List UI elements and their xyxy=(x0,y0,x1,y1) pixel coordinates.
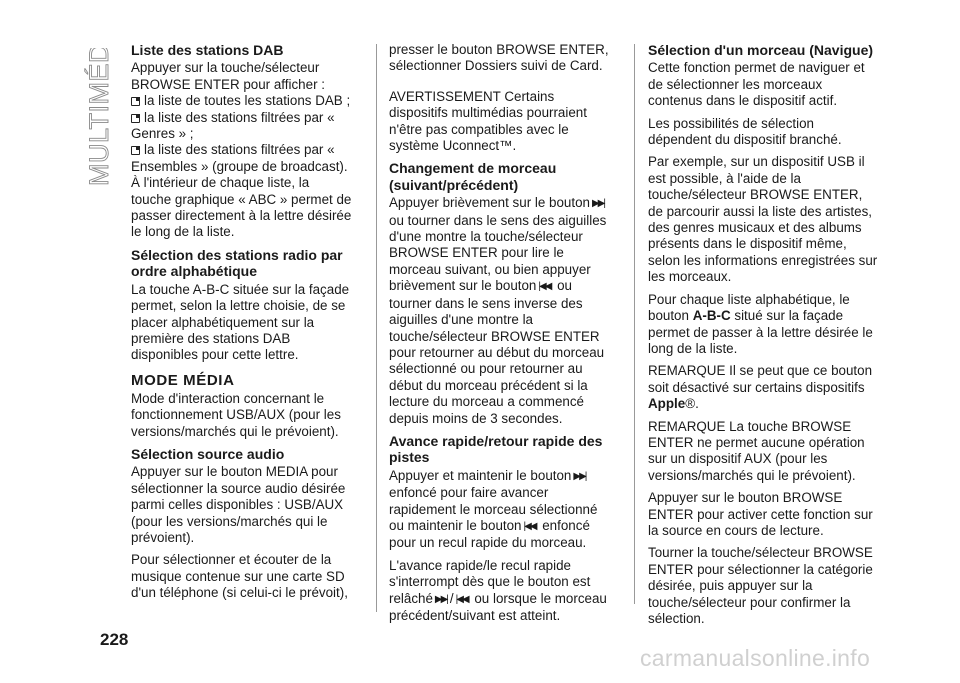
remark-paragraph: REMARQUE La touche BROWSE ENTER ne permet aucune opération sur un dispositif AUX (pour les versions/marchés qui le prévoient). xyxy=(648,418,865,483)
text: ®. xyxy=(685,396,699,412)
heading-track-change: Changement de morceau (suivant/précédent) xyxy=(389,160,557,193)
text: situé sur la façade permet de passer à la lettre désirée le long de la liste. xyxy=(648,308,873,356)
previous-track-icon: |◀◀ xyxy=(523,520,536,532)
column-3 xyxy=(648,42,880,633)
bullet-square-icon xyxy=(131,97,140,106)
text: ou tourner dans le sens des aiguilles d'une montre la touche/sélecteur BROWSE ENTER pour lire le morceau suivant, ou bien appuyer brièvement sur le bouton xyxy=(389,212,607,294)
previous-track-icon: |◀◀ xyxy=(455,593,468,605)
side-label-text: MULTIMÉDIA xyxy=(84,48,114,186)
paragraph: Tourner la touche/sélecteur BROWSE ENTER pour sélectionner la catégorie désirée, puis appuyer sur la touche/sélecteur pour confirmer la sélection. xyxy=(648,545,873,626)
next-track-icon: ▶▶| xyxy=(573,470,586,482)
page-number: 228 xyxy=(100,630,129,649)
text: ou lorsque le morceau précédent/suivant est atteint. xyxy=(389,590,607,623)
heading-mode-media: MODE MÉDIA xyxy=(131,371,235,389)
warning-paragraph: AVERTISSEMENT Certains dispositifs multimédias pourraient n'être pas compatibles avec le système Uconnect™. xyxy=(389,88,587,154)
list-item-text: la liste des stations filtrées par « Genres » ; xyxy=(131,109,335,142)
heading-track-browse: Sélection d'un morceau (Navigue) xyxy=(648,42,874,58)
bullet-square-icon xyxy=(131,146,140,155)
paragraph xyxy=(648,292,880,358)
column-2 xyxy=(389,42,611,630)
column-divider xyxy=(634,44,635,604)
text: enfoncé pour faire avancer rapidement le morceau sélectionné ou maintenir le bouton xyxy=(389,485,598,533)
text: Appuyer brièvement sur le bouton xyxy=(389,195,590,211)
paragraph: La touche A-B-C située sur la façade permet, selon la lettre choisie, de se placer alphabétiquement sur la première des stations DAB disponibles pour cette lettre. xyxy=(131,281,350,363)
paragraph xyxy=(389,558,611,625)
paragraph: Appuyer sur la touche/sélecteur BROWSE ENTER pour afficher : xyxy=(131,60,325,92)
paragraph: Appuyer sur le bouton MEDIA pour sélectionner la source audio désirée parmi celles disponibles : USB/AUX (pour les versions/marchés qui le prévoient). xyxy=(131,464,346,545)
heading-audio-source: Sélection source audio xyxy=(131,445,285,462)
paragraph: Les possibilités de sélection dépendent du dispositif branché. xyxy=(648,115,842,148)
text: Appuyer et maintenir le bouton xyxy=(389,467,572,483)
text: Pour chaque liste alphabétique, le bouton xyxy=(648,291,850,324)
list-item-text: la liste de toutes les stations DAB ; xyxy=(144,93,351,109)
section-side-label xyxy=(78,48,118,188)
text: L'avance rapide/le recul rapide s'interrompt dès que le bouton est relâché xyxy=(389,557,591,606)
paragraph xyxy=(389,468,611,552)
paragraph: Mode d'interaction concernant le fonctionnement USB/AUX (pour les versions/marchés qui le prévoient). xyxy=(131,390,341,439)
separator: / xyxy=(449,590,454,606)
paragraph: Pour sélectionner et écouter de la musique contenue sur une carte SD d'un téléphone (si celui-ci le prévoit), xyxy=(131,552,348,601)
watermark-text: carmanualsonline.info xyxy=(640,645,871,671)
next-track-icon: ▶▶| xyxy=(434,593,447,605)
bullet-square-icon xyxy=(131,114,140,123)
heading-dab-station-list: Liste des stations DAB xyxy=(131,42,284,58)
list-item xyxy=(131,142,353,175)
previous-track-icon: |◀◀ xyxy=(538,281,551,293)
list-item xyxy=(131,93,353,109)
paragraph: À l'intérieur de chaque liste, la touche graphique « ABC » permet de passer directement à la lettre désirée le long de la liste. xyxy=(131,175,352,240)
heading-fast-forward-rewind: Avance rapide/retour rapide des pistes xyxy=(389,432,603,466)
paragraph: presser le bouton BROWSE ENTER, sélectionner Dossiers suivi de Card. xyxy=(389,42,609,74)
column-1 xyxy=(131,42,353,608)
abc-button-label: A-B-C xyxy=(692,308,731,324)
next-track-icon: ▶▶| xyxy=(591,198,604,210)
remark-paragraph xyxy=(648,363,880,412)
text: ou tourner dans le sens inverse des aiguilles d'une montre la touche/sélecteur BROWSE ENTER pour retourner au début du morceau sélectionné ou pour retourner au début du morceau précédent si la lecture du morceau a commencé depuis moins de 3 secondes. xyxy=(389,278,605,426)
text: enfoncé pour un recul rapide du morceau. xyxy=(389,517,590,551)
list-item xyxy=(131,110,353,143)
side-label-svg xyxy=(78,48,118,188)
column-divider xyxy=(376,44,377,612)
heading-alphabetical-selection: Sélection des stations radio par ordre alphabétique xyxy=(131,246,343,280)
paragraph: Par exemple, sur un dispositif USB il est possible, à l'aide de la touche/sélecteur BROWSE ENTER, de parcourir aussi la liste des artistes, des genres musicaux et des albums présents dans le dispositif même, selon les informations enregistrées sur les morceaux. xyxy=(648,154,878,285)
paragraph xyxy=(389,195,611,427)
paragraph: Cette fonction permet de naviguer et de sélectionner les morceaux contenus dans le dispositif actif. xyxy=(648,60,865,109)
paragraph: Appuyer sur le bouton BROWSE ENTER pour activer cette fonction sur la source en cours de lecture. xyxy=(648,490,873,538)
brand-name: Apple xyxy=(648,396,686,412)
list-item-text: la liste des stations filtrées par « Ensembles » (groupe de broadcast). xyxy=(131,142,348,174)
text: REMARQUE Il se peut que ce bouton soit désactivé sur certains dispositifs xyxy=(648,363,873,395)
